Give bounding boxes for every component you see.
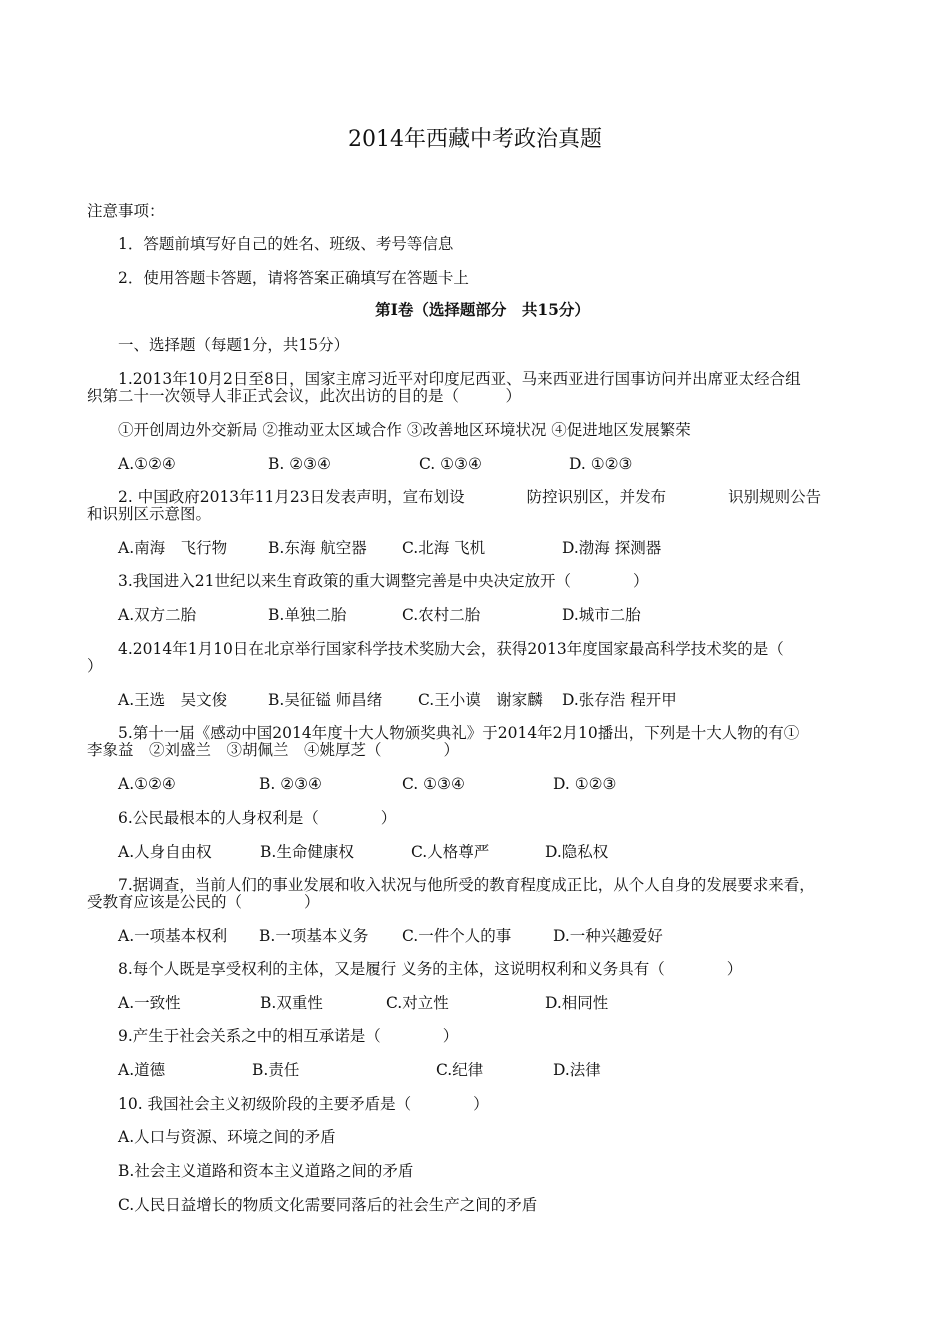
- q4-option-b: B.吴征镒 师昌绪: [268, 691, 383, 709]
- q1-option-a: A.①②④: [118, 455, 176, 473]
- q10-stem-line1: 10. 我国社会主义初级阶段的主要矛盾是（ ）: [118, 1095, 489, 1113]
- q2-stem-line1: 2. 中国政府2013年11月23日发表声明，宣布划设 防控识别区，并发布 识别规则公告: [118, 488, 822, 506]
- q6-stem-line1: 6.公民最根本的人身权利是（ ）: [118, 809, 397, 827]
- q6-option-c: C.人格尊严: [411, 843, 490, 861]
- q10-option-c: C.人民日益增长的物质文化需要同落后的社会生产之间的矛盾: [118, 1196, 538, 1214]
- q3-option-a: A.双方二胎: [118, 606, 197, 624]
- q1-stem-line1: 1.2013年10月2日至8日，国家主席习近平对印度尼西亚、马来西亚进行国事访问并出席亚太经合组: [118, 370, 801, 388]
- q7-option-d: D.一种兴趣爱好: [553, 927, 663, 945]
- q1-stem-line2: 织第二十一次领导人非正式会议，此次出访的目的是（ ）: [87, 387, 522, 405]
- q4-option-d: D.张存浩 程开甲: [562, 691, 677, 709]
- notice-item-2: 2．使用答题卡答题，请将答案正确填写在答题卡上: [118, 269, 469, 287]
- q10-option-b: B.社会主义道路和资本主义道路之间的矛盾: [118, 1162, 414, 1180]
- q3-stem-line1: 3.我国进入21世纪以来生育政策的重大调整完善是中央决定放开（ ）: [118, 572, 649, 590]
- q9-option-b: B.责任: [252, 1061, 300, 1079]
- q1-statements: ①开创周边外交新局 ②推动亚太区域合作 ③改善地区环境状况 ④促进地区发展繁荣: [118, 421, 691, 439]
- section-title: 第I卷（选择题部分 共15分）: [375, 300, 590, 319]
- q2-option-c: C.北海 飞机: [402, 539, 486, 557]
- q8-option-c: C.对立性: [386, 994, 449, 1012]
- q7-stem-line1: 7.据调查，当前人们的事业发展和收入状况与他所受的教育程度成正比，从个人自身的发展要求来看，: [118, 876, 815, 894]
- part1-heading: 一、选择题（每题1分，共15分）: [118, 336, 350, 354]
- notice-heading: 注意事项：: [87, 202, 165, 220]
- q5-option-c: C. ①③④: [402, 775, 465, 793]
- q2-stem-line2: 和识别区示意图。: [87, 505, 212, 523]
- q7-option-b: B.一项基本义务: [259, 927, 369, 945]
- q5-stem-line1: 5.第十一届《感动中国2014年度十大人物颁奖典礼》于2014年2月10播出，下列是十大人物的有①: [118, 724, 800, 742]
- q4-option-a: A.王选 吴文俊: [118, 691, 228, 709]
- q2-option-b: B.东海 航空器: [268, 539, 367, 557]
- q1-option-d: D. ①②③: [569, 455, 633, 473]
- q4-stem-line1: 4.2014年1月10日在北京举行国家科学技术奖励大会，获得2013年度国家最高科学技术奖的是（: [118, 640, 784, 658]
- q7-stem-line2: 受教育应该是公民的（ ）: [87, 893, 320, 911]
- q3-option-d: D.城市二胎: [562, 606, 641, 624]
- q9-option-d: D.法律: [553, 1061, 601, 1079]
- q2-option-d: D.渤海 探测器: [562, 539, 662, 557]
- q10-option-a: A.人口与资源、环境之间的矛盾: [118, 1128, 336, 1146]
- q4-option-c: C.王小谟 谢家麟: [418, 691, 543, 709]
- q4-stem-line2: ）: [87, 657, 103, 675]
- q8-option-a: A.一致性: [118, 994, 181, 1012]
- q5-option-d: D. ①②③: [553, 775, 617, 793]
- q8-option-d: D.相同性: [545, 994, 609, 1012]
- q8-option-b: B.双重性: [260, 994, 323, 1012]
- q9-option-a: A.道德: [118, 1061, 166, 1079]
- q3-option-c: C.农村二胎: [402, 606, 481, 624]
- q1-option-b: B. ②③④: [268, 455, 331, 473]
- q5-option-b: B. ②③④: [259, 775, 322, 793]
- q9-stem-line1: 9.产生于社会关系之中的相互承诺是（ ）: [118, 1027, 459, 1045]
- q5-stem-line2: 李象益 ②刘盛兰 ③胡佩兰 ④姚厚芝（ ）: [87, 741, 460, 759]
- q7-option-a: A.一项基本权利: [118, 927, 228, 945]
- notice-item-1: 1．答题前填写好自己的姓名、班级、考号等信息: [118, 235, 454, 253]
- q1-option-c: C. ①③④: [419, 455, 482, 473]
- q8-stem-line1: 8.每个人既是享受权利的主体，又是履行 义务的主体，这说明权利和义务具有（ ）: [118, 960, 743, 978]
- page-title: 2014年西藏中考政治真题: [348, 127, 602, 152]
- q6-option-a: A.人身自由权: [118, 843, 212, 861]
- q3-option-b: B.单独二胎: [268, 606, 347, 624]
- q6-option-d: D.隐私权: [545, 843, 609, 861]
- q5-option-a: A.①②④: [118, 775, 176, 793]
- q7-option-c: C.一件个人的事: [402, 927, 512, 945]
- q9-option-c: C.纪律: [436, 1061, 484, 1079]
- q2-option-a: A.南海 飞行物: [118, 539, 228, 557]
- q6-option-b: B.生命健康权: [260, 843, 354, 861]
